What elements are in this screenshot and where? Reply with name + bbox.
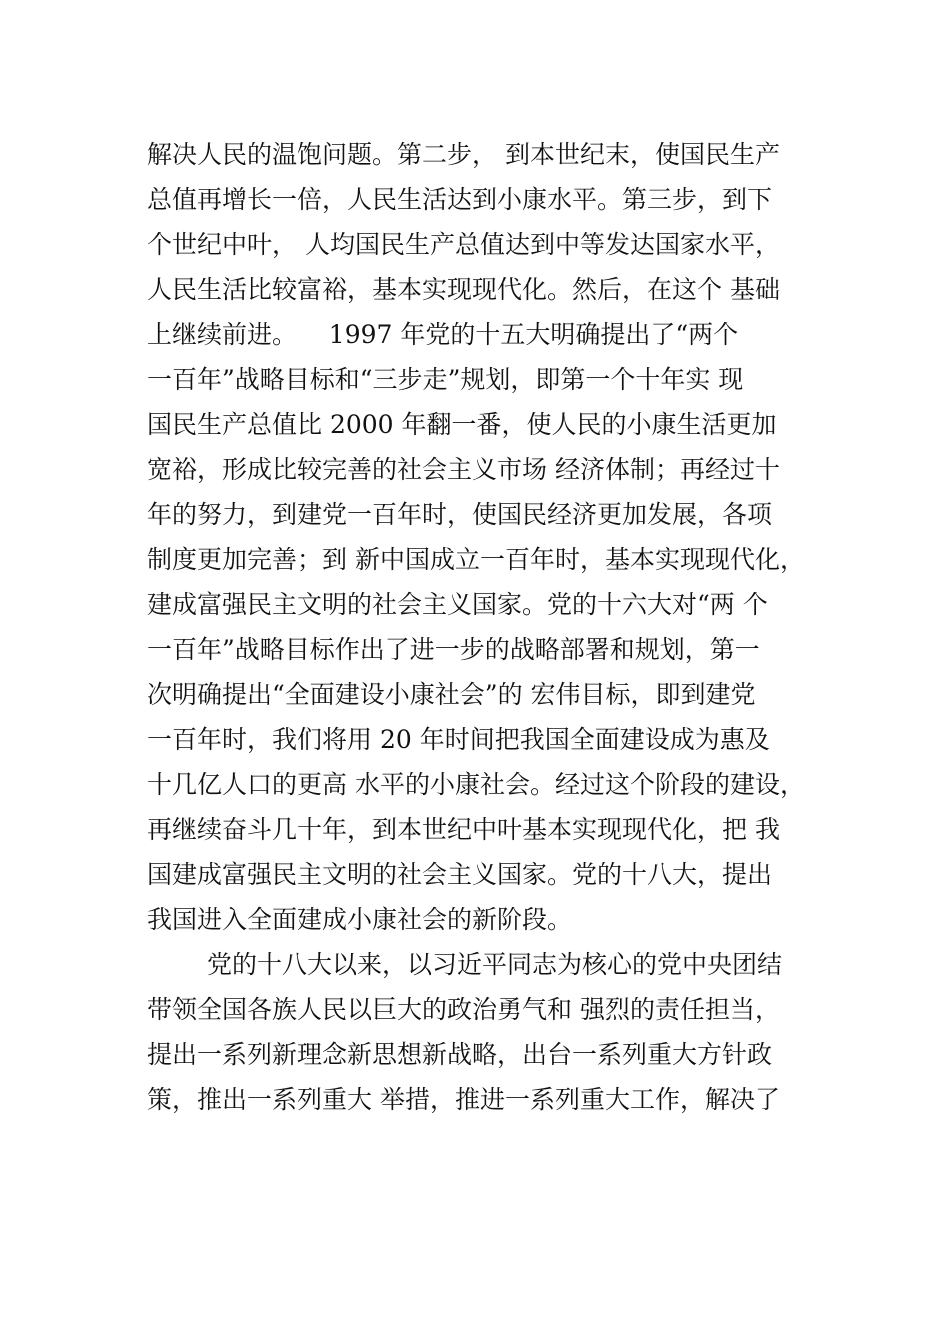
text-line: 总值再增长一倍，人民生活达到小康水平。第三步，到下 (147, 185, 773, 214)
text-line: 带领全国各族人民以巨大的政治勇气和 强烈的责任担当， (147, 995, 780, 1024)
text-line: 提出一系列新理念新思想新战略，出台一系列重大方针政 (147, 1040, 773, 1069)
text-line: 解决人民的温饱问题。第二步， 到本世纪末，使国民生产 (147, 140, 780, 169)
text-line: 十几亿人口的更高 水平的小康社会。经过这个阶段的建设， (147, 770, 805, 799)
body-text (147, 132, 827, 1122)
text-line: 制度更加完善；到 新中国成立一百年时，基本实现现代化， (147, 545, 805, 574)
text-line: 一百年时，我们将用 20 年时间把我国全面建设成为惠及 (147, 725, 770, 754)
text-line: 人民生活比较富裕，基本实现现代化。然后，在这个 基础 (147, 275, 780, 304)
text-line: 上继续前进。 1997 年党的十五大明确提出了“两个 (147, 320, 739, 349)
text-line: 国建成富强民主文明的社会主义国家。党的十八大，提出 (147, 860, 773, 889)
text-line: 再继续奋斗几十年，到本世纪中叶基本实现现代化，把 我 (147, 815, 780, 844)
text-line: 宽裕，形成比较完善的社会主义市场 经济体制；再经过十 (147, 455, 780, 484)
text-line: 我国进入全面建成小康社会的新阶段。 (147, 905, 573, 934)
text-line: 次明确提出“全面建设小康社会”的 宏伟目标，即到建党 (147, 680, 756, 709)
text-line: 国民生产总值比 2000 年翻一番，使人民的小康生活更加 (147, 410, 777, 439)
text-line: 建成富强民主文明的社会主义国家。党的十六大对“两 个 (147, 590, 768, 619)
text-line: 策，推出一系列重大 举措，推进一系列重大工作，解决了 (147, 1085, 780, 1114)
text-line: 一百年”战略目标和“三步走”规划，即第一个十年实 现 (147, 365, 744, 394)
text-line: 年的努力，到建党一百年时，使国民经济更加发展，各项 (147, 500, 773, 529)
text-line: 一百年”战略目标作出了进一步的战略部署和规划，第一 (147, 635, 760, 664)
text-line: 个世纪中叶， 人均国民生产总值达到中等发达国家水平， (147, 230, 780, 259)
text-line-indented: 党的十八大以来，以习近平同志为核心的党中央团结 (207, 950, 783, 979)
